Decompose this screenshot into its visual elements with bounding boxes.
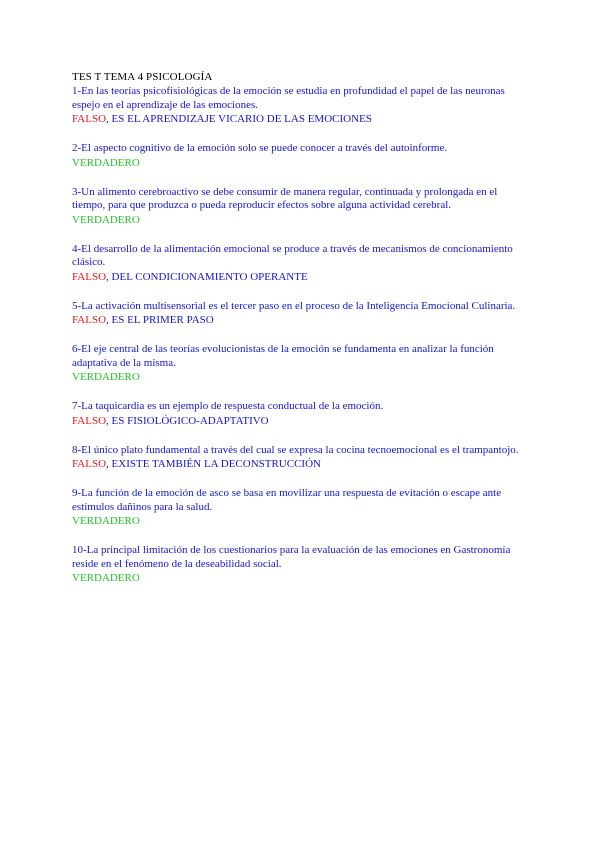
answer-explanation: , ES EL PRIMER PASO xyxy=(106,314,214,326)
question-item xyxy=(72,300,532,328)
question-text: 6-El eje central de las teorías evolucionistas de la emoción se fundamenta en analizar la función adaptativa de la misma. xyxy=(72,343,494,369)
question-text: 8-El único plato fundamental a través del cual se expresa la cocina tecnoemocional es el trampantojo. xyxy=(72,443,519,456)
verdict-true: VERDADERO xyxy=(72,371,140,383)
answer-line xyxy=(72,156,532,170)
verdict-false: FALSO xyxy=(72,458,107,470)
document-page xyxy=(72,71,532,601)
verdict-false: FALSO xyxy=(72,414,107,427)
question-item xyxy=(72,487,532,528)
question-text: 7-La taquicardia es un ejemplo de respuesta conductual de la emoción. xyxy=(72,400,384,412)
answer-line xyxy=(72,112,532,126)
question-item xyxy=(72,142,532,170)
question-item xyxy=(72,186,532,227)
answer-line xyxy=(72,270,532,284)
question-item xyxy=(72,243,532,284)
answer-line xyxy=(72,370,532,384)
answer-line xyxy=(72,313,532,327)
question-text: 2-El aspecto cognitivo de la emoción solo se puede conocer a través del autoinforme. xyxy=(72,142,448,154)
answer-explanation: , ES FISIOLÓGICO-ADAPTATIVO xyxy=(106,414,269,427)
question-list xyxy=(72,85,532,585)
question-item xyxy=(72,343,532,384)
question-text: 9-La función de la emoción de asco se basa en movilizar una respuesta de evitación o escape ante estímulos dañinos para la salud. xyxy=(72,487,502,513)
verdict-true: VERDADERO xyxy=(72,572,140,584)
question-text: 3-Un alimento cerebroactivo se debe consumir de manera regular, continuada y prolongada en el tiempo, para que produzca o pueda reproducir efectos sobre alguna actividad cerebral. xyxy=(72,185,498,211)
answer-line xyxy=(72,213,532,227)
answer-line xyxy=(72,414,532,428)
answer-line xyxy=(72,571,532,585)
answer-explanation: , EXISTE TAMBIÉN LA DECONSTRUCCIÓN xyxy=(106,458,321,470)
verdict-true: VERDADERO xyxy=(72,213,140,226)
verdict-false: FALSO xyxy=(72,113,107,125)
document-title: TES T TEMA 4 PSICOLOGÍA xyxy=(72,71,213,83)
question-item xyxy=(72,85,532,126)
verdict-false: FALSO xyxy=(72,270,107,283)
verdict-false: FALSO xyxy=(72,314,107,326)
question-text: 4-El desarrollo de la alimentación emocional se produce a través de mecanismos de concionamiento clásico. xyxy=(72,242,513,268)
question-text: 5-La activación multisensorial es el tercer paso en el proceso de la Inteligencia Emocional Culinaria. xyxy=(72,299,516,312)
verdict-true: VERDADERO xyxy=(72,515,140,527)
answer-explanation: , ES EL APRENDIZAJE VICARIO DE LAS EMOCIONES xyxy=(106,113,372,125)
question-item xyxy=(72,444,532,472)
question-text: 1-En las teorías psicofisiológicas de la emoción se estudia en profundidad el papel de las neuronas espejo en el aprendizaje de las emociones. xyxy=(72,85,505,111)
question-item xyxy=(72,544,532,585)
answer-line xyxy=(72,457,532,471)
answer-line xyxy=(72,514,532,528)
answer-explanation: , DEL CONDICIONAMIENTO OPERANTE xyxy=(106,270,308,283)
question-item xyxy=(72,400,532,428)
verdict-true: VERDADERO xyxy=(72,156,140,169)
question-text: 10-La principal limitación de los cuestionarios para la evaluación de las emociones en Gastronomía reside en el fenómeno de la deseabilidad social. xyxy=(72,544,511,570)
